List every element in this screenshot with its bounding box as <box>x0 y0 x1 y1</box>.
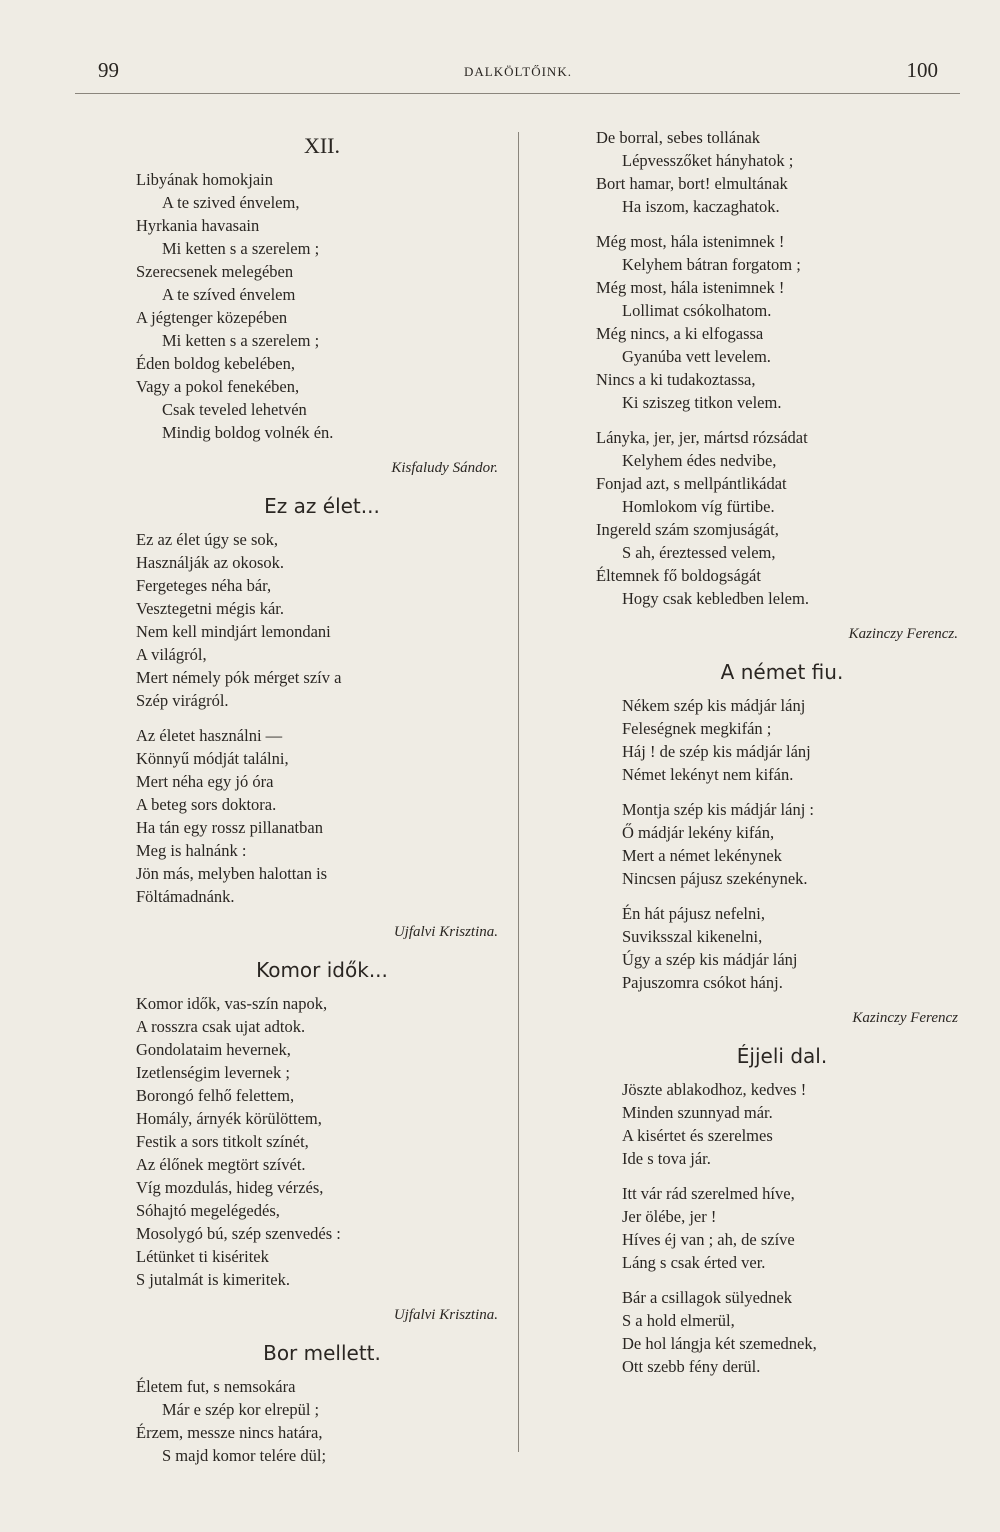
poem <box>136 128 508 480</box>
verse-line: Víg mozdulás, hideg vérzés, <box>136 1178 324 1197</box>
verse-line: Nékem szép kis mádjár lánj <box>622 696 806 715</box>
poem-author: Ujfalvi Krisztina. <box>393 924 498 940</box>
verse-line: Mert némely pók mérget szív a <box>136 668 342 687</box>
verse-line: S majd komor telére dül; <box>162 1446 327 1465</box>
verse-line: Jön más, melyben halottan is <box>136 864 328 883</box>
verse-line: Már e szép kor elrepül ; <box>162 1400 320 1419</box>
verse-line: Gyanúba vett levelem. <box>622 347 771 366</box>
verse-line: Ki sziszeg titkon velem. <box>622 393 782 412</box>
verse-line: Szerecsenek melegében <box>136 262 294 281</box>
verse-line: Mert a német lekénynek <box>622 846 782 865</box>
verse-line: A te szived énvelem, <box>162 193 300 212</box>
verse-line: A világról, <box>136 645 207 664</box>
poem <box>136 952 508 1327</box>
stanza <box>596 694 968 786</box>
left-column <box>136 126 508 1479</box>
verse-line: Lollimat csókolhatom. <box>622 301 772 320</box>
poem <box>596 126 968 646</box>
verse-line: S a hold elmerül, <box>622 1311 735 1330</box>
verse-line: Itt vár rád szerelmed híve, <box>622 1184 795 1203</box>
verse-line: Meg is halnánk : <box>136 841 247 860</box>
verse-line: Gondolataim hevernek, <box>136 1040 291 1059</box>
verse-line: Sóhajtó megelégedés, <box>136 1201 280 1220</box>
verse-line: Életem fut, s nemsokára <box>136 1377 296 1396</box>
verse-line: Lányka, jer, jer, mártsd rózsádat <box>596 428 808 447</box>
verse-line: Borongó felhő felettem, <box>136 1086 295 1105</box>
verse-line: Használják az okosok. <box>136 553 284 572</box>
verse-line: Pajuszomra csókot hánj. <box>622 973 783 992</box>
page-number-right: 100 <box>906 58 938 82</box>
running-title: DALKÖLTŐINK. <box>464 64 572 79</box>
verse-line: Éltemnek fő boldogságát <box>596 566 761 585</box>
stanza <box>596 230 968 414</box>
verse-line: Híves éj van ; ah, de szíve <box>622 1230 795 1249</box>
verse-line: Föltámadnánk. <box>136 887 235 906</box>
verse-line: A beteg sors doktora. <box>136 795 277 814</box>
verse-line: Még most, hála istenimnek ! <box>596 232 785 251</box>
verse-line: Jer ölébe, jer ! <box>622 1207 717 1226</box>
verse-line: Nincsen pájusz szekénynek. <box>622 869 808 888</box>
stanza <box>596 426 968 610</box>
stanza <box>596 1286 968 1378</box>
stanza <box>136 992 508 1291</box>
verse-line: Mi ketten s a szerelem ; <box>162 331 320 350</box>
verse-line: Vesztegetni mégis kár. <box>136 599 285 618</box>
verse-line: Ha iszom, kaczaghatok. <box>622 197 780 216</box>
verse-line: Mi ketten s a szerelem ; <box>162 239 320 258</box>
stanza <box>136 528 508 712</box>
verse-line: Az életet használni — <box>136 726 283 745</box>
poem <box>136 1335 508 1467</box>
stanza <box>596 126 968 218</box>
verse-line: Mosolygó bú, szép szenvedés : <box>136 1224 341 1243</box>
verse-line: Könnyű módját találni, <box>136 749 289 768</box>
stanza <box>136 724 508 908</box>
poem-author: Kisfaludy Sándor. <box>391 460 498 476</box>
verse-line: Feleségnek megkifán ; <box>622 719 772 738</box>
verse-line: Nem kell mindjárt lemondani <box>136 622 331 641</box>
poem-title: Bor mellett. <box>263 1341 381 1365</box>
stanza <box>596 1078 968 1170</box>
verse-line: Mert néha egy jó óra <box>136 772 274 791</box>
verse-line: Ő mádjár lekény kifán, <box>622 823 775 842</box>
verse-line: Éden boldog kebelében, <box>136 354 295 373</box>
verse-line: Montja szép kis mádjár lánj : <box>622 800 814 819</box>
verse-line: S ah, éreztessed velem, <box>622 543 776 562</box>
stanza <box>596 798 968 890</box>
verse-line: Ingereld szám szomjuságát, <box>596 520 779 539</box>
verse-line: Minden szunnyad már. <box>622 1103 773 1122</box>
verse-line: Vagy a pokol fenekében, <box>136 377 300 396</box>
poem-title: XII. <box>303 133 341 158</box>
right-column <box>596 126 968 1390</box>
verse-line: Láng s csak érted ver. <box>622 1253 766 1272</box>
poem-title: A német fiu. <box>720 660 844 684</box>
stanza <box>136 168 508 444</box>
verse-line: Ide s tova jár. <box>622 1149 711 1168</box>
verse-line: Háj ! de szép kis mádjár lánj <box>622 742 811 761</box>
verse-line: Hogy csak kebledben lelem. <box>622 589 809 608</box>
verse-line: Mindig boldog volnék én. <box>162 423 334 442</box>
poem-title: Komor idők... <box>256 958 388 982</box>
header-rule <box>75 93 960 94</box>
verse-line: Német lekényt nem kifán. <box>622 765 794 784</box>
poem-title: Éjjeli dal. <box>736 1044 828 1068</box>
verse-line: A jégtenger közepében <box>136 308 288 327</box>
stanza <box>596 1182 968 1274</box>
verse-line: Hyrkania havasain <box>136 216 260 235</box>
verse-line: Kelyhem édes nedvibe, <box>622 451 777 470</box>
verse-line: A kisértet és szerelmes <box>622 1126 773 1145</box>
page-number-left: 99 <box>98 58 119 82</box>
verse-line: S jutalmát is kimeritek. <box>136 1270 290 1289</box>
poem <box>136 488 508 944</box>
verse-line: De borral, sebes tollának <box>596 128 761 147</box>
stanza <box>136 1375 508 1467</box>
verse-line: Ez az élet úgy se sok, <box>136 530 279 549</box>
poem-author: Ujfalvi Krisztina. <box>393 1307 498 1323</box>
verse-line: Csak teveled lehetvén <box>162 400 307 419</box>
verse-line: Bár a csillagok sülyednek <box>622 1288 792 1307</box>
poem <box>596 1038 968 1378</box>
verse-line: Létünket ti kiséritek <box>136 1247 269 1266</box>
verse-line: Fergeteges néha bár, <box>136 576 272 595</box>
verse-line: Szép virágról. <box>136 691 229 710</box>
verse-line: Még nincs, a ki elfogassa <box>596 324 764 343</box>
verse-line: Komor idők, vas-szín napok, <box>136 994 328 1013</box>
poem-author: Kazinczy Ferencz <box>852 1010 958 1026</box>
verse-line: Úgy a szép kis mádjár lánj <box>622 950 798 969</box>
verse-line: A rosszra csak ujat adtok. <box>136 1017 306 1036</box>
verse-line: Izetlenségim levernek ; <box>136 1063 290 1082</box>
verse-line: Még most, hála istenimnek ! <box>596 278 785 297</box>
verse-line: Ott szebb fény derül. <box>622 1357 761 1376</box>
verse-line: Jöszte ablakodhoz, kedves ! <box>622 1080 807 1099</box>
verse-line: A te szíved énvelem <box>162 285 296 304</box>
verse-line: Homály, árnyék körülöttem, <box>136 1109 322 1128</box>
poem-author: Kazinczy Ferencz. <box>848 626 958 642</box>
verse-line: Nincs a ki tudakoztassa, <box>596 370 756 389</box>
poem-title: Ez az élet... <box>264 494 380 518</box>
verse-line: Lépvesszőket hányhatok ; <box>622 151 794 170</box>
column-divider <box>518 132 519 1452</box>
verse-line: Homlokom víg fürtibe. <box>622 497 775 516</box>
verse-line: Érzem, messze nincs határa, <box>136 1423 323 1442</box>
verse-line: Kelyhem bátran forgatom ; <box>622 255 801 274</box>
verse-line: Fonjad azt, s mellpántlikádat <box>596 474 787 493</box>
stanza <box>596 902 968 994</box>
poem <box>596 654 968 1030</box>
verse-line: Festik a sors titkolt színét, <box>136 1132 309 1151</box>
verse-line: Libyának homokjain <box>136 170 274 189</box>
verse-line: Az élőnek megtört szívét. <box>136 1155 306 1174</box>
verse-line: Én hát pájusz nefelni, <box>622 904 765 923</box>
page-header <box>88 58 948 88</box>
verse-line: Ha tán egy rossz pillanatban <box>136 818 323 837</box>
verse-line: De hol lángja két szemednek, <box>622 1334 817 1353</box>
verse-line: Bort hamar, bort! elmultának <box>596 174 788 193</box>
verse-line: Suviksszal kikenelni, <box>622 927 763 946</box>
